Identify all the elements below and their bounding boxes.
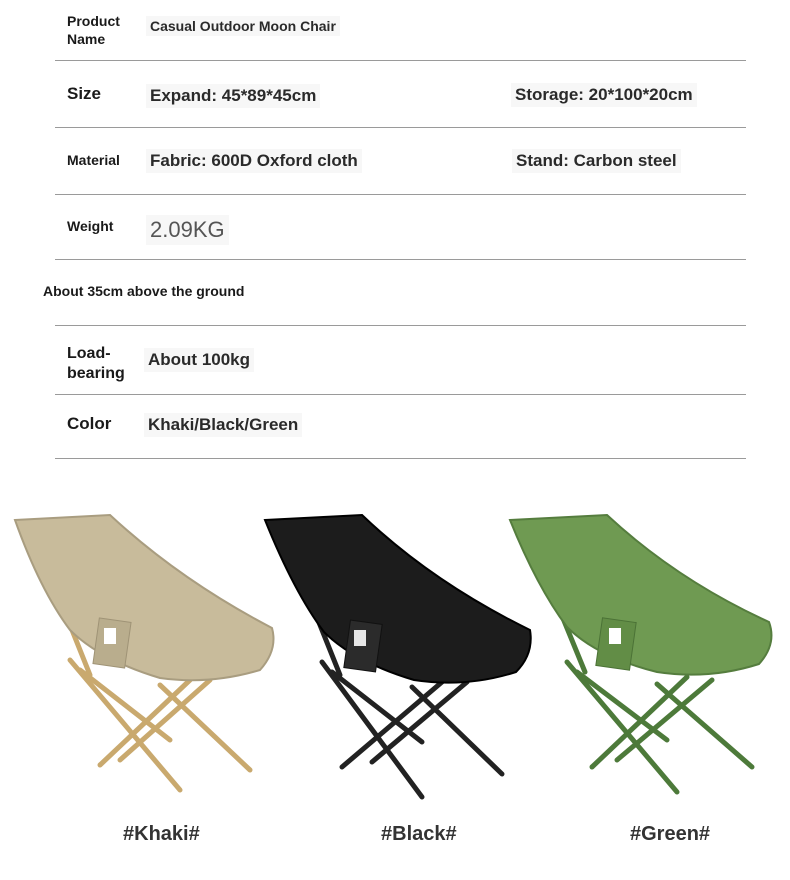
load-bearing-value: About 100kg <box>144 348 254 372</box>
size-expand-value: Expand: 45*89*45cm <box>146 84 320 108</box>
table-divider <box>55 60 746 61</box>
table-divider <box>55 194 746 195</box>
chair-seat <box>265 515 531 683</box>
material-fabric-value: Fabric: 600D Oxford cloth <box>146 149 362 173</box>
material-label: Material <box>67 152 120 168</box>
size-storage-value: Storage: 20*100*20cm <box>511 83 697 107</box>
chair-seat <box>510 515 771 675</box>
weight-label: Weight <box>67 218 114 234</box>
load-bearing-label: Load- bearing <box>67 345 125 382</box>
weight-value: 2.09KG <box>146 215 229 245</box>
black-caption: #Black# <box>381 823 457 845</box>
table-divider <box>55 458 746 459</box>
chair-label-tag <box>609 628 621 644</box>
table-divider <box>55 325 746 326</box>
product-name-value: Casual Outdoor Moon Chair <box>146 16 340 36</box>
khaki-caption: #Khaki# <box>123 823 200 845</box>
green-caption: #Green# <box>630 823 711 845</box>
ground-height-note: About 35cm above the ground <box>43 283 245 299</box>
black-chair-image <box>262 512 537 812</box>
color-label: Color <box>67 414 112 433</box>
color-value: Khaki/Black/Green <box>144 413 302 437</box>
table-divider <box>55 394 746 395</box>
material-stand-value: Stand: Carbon steel <box>512 149 681 173</box>
table-divider <box>55 127 746 128</box>
product-name-label: Product Name <box>67 13 120 47</box>
size-label: Size <box>67 84 102 103</box>
khaki-chair-image <box>10 510 285 810</box>
table-divider <box>55 259 746 260</box>
chair-seat <box>15 515 274 680</box>
green-chair-image <box>507 512 782 812</box>
chair-label-tag <box>104 628 116 644</box>
chair-label-tag <box>354 630 366 646</box>
